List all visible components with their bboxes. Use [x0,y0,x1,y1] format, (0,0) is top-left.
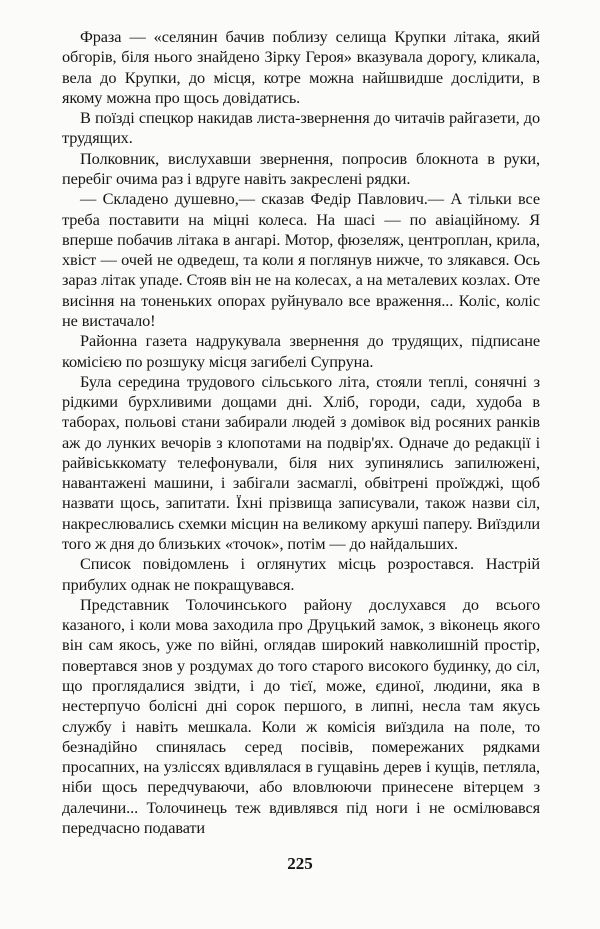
paragraph: Була середина трудового сільського літа, стояли теплі, сонячні з рідкими бурхливими дощами дні. Хліб, городи, сади, худоба в таборах, польові стани забирали людей з домівок від росяних ранків аж до лунких вечорів з клопотами на подвір'ях. Одначе до редакції і райвіськкомату телефонували, біля них зупинялись запилюжені, навантажені машини, і забігали засмаглі, обвітрені проїжджі, щоб назвати щось, запитати. Їхні прізвища записували, також назви сіл, накреслювались схемки місцин на великому аркуші паперу. Виїздили того ж дня до близьких «точок», потім — до найдальших. [62,371,540,554]
page-number: 225 [287,854,313,873]
paragraph: Районна газета надрукувала звернення до трудящих, підписане комісією по розшуку місця загибелі Супруна. [62,331,540,371]
body-text [62,27,540,838]
paragraph: — Складено душевно,— сказав Федір Павлович.— А тільки все треба поставити на міцні колеса. На шасі — по авіаційному. Я вперше побачив літака в ангарі. Мотор, фюзеляж, центроплан, крила, хвіст — очей не одведеш, та коли я поглянув нижче, то злякався. Ось зараз літак упаде. Стояв він не на колесах, а на металевих козлах. Оте висіння на тоненьких опорах руйнувало все враження... Коліс, коліс не вистачало! [62,189,540,330]
paragraph: Представник Толочинського району дослухався до всього казаного, і коли мова заходила про Друцький замок, з віконець якого він сам якось, уже по війні, оглядав широкий навколишній простір, повертався знов у роздумах до того старого високого будинку, до сіл, що проглядалися звідти, і до тієї, може, єдиної, людини, яка в нестерпучо болісні дні сорок першого, в липні, несла там якусь службу і навіть мешкала. Коли ж комісія виїздила на поле, то безнадійно спинялась серед посівів, померeжаних рядками просапних, на узліссях вдивлялася в гущавінь дерев і кущів, петляла, ніби щось передчуваючи, або вловлюючи принесене вітерцем з далечини... Толочинець теж вдивлявся під ноги і не осмілювався передчасно подавати [62,594,540,837]
paragraph: Полковник, вислухавши звернення, попросив блокнота в руки, перебіг очима раз і вдруге навіть закреслені рядки. [62,148,540,188]
paragraph: Список повідомлень і оглянутих місць розростався. Настрій прибулих однак не покращувався. [62,554,540,594]
paragraph: Фраза — «селянин бачив поблизу селища Крупки літака, який обгорів, біля нього знайдено Зірку Героя» вказувала дорогу, кликала, вела до Крупки, до місця, котре можна найшвидше дослідити, в якому можна про щось довідатись. [62,27,540,107]
paragraph: В поїзді спецкор накидав листа-звернення до читачів райгазети, до трудящих. [62,108,540,148]
